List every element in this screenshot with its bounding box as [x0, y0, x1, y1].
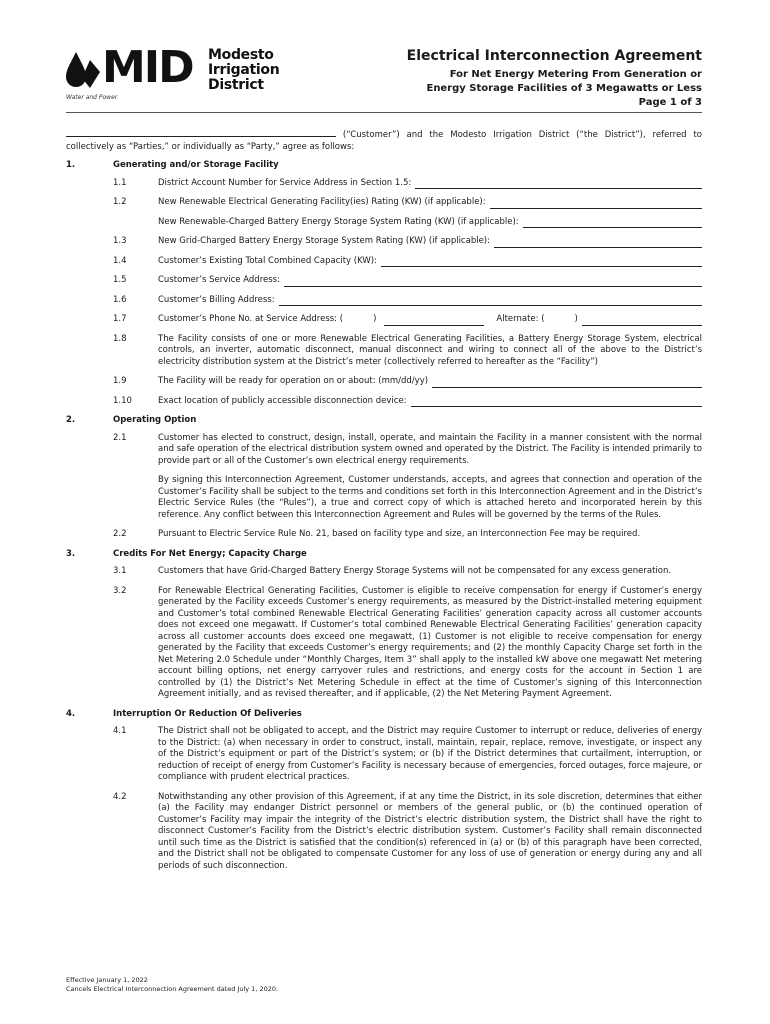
clause-4-2: [113, 792, 702, 873]
clause-row: [158, 256, 702, 268]
section-heading: [66, 709, 702, 721]
clause-text: Pursuant to Electric Service Rule No. 21, based on facility type and size, an Interconnection Fee may be required.: [158, 529, 641, 539]
clause-3-2: [113, 586, 702, 701]
ready-date-field[interactable]: [432, 378, 702, 388]
water-drop-icon: [66, 50, 100, 90]
logo-mark: MID: [102, 42, 193, 93]
clause-text: Customer’s Billing Address:: [158, 294, 275, 305]
clause-1-6: [113, 295, 702, 307]
account-number-field[interactable]: [415, 179, 702, 189]
paren: ): [574, 314, 578, 324]
mid-logo: [66, 42, 286, 102]
document-subtitle-1: For Net Energy Metering From Generation or: [449, 69, 702, 80]
logo-name-line: Irrigation: [208, 62, 280, 78]
header-title-block: [407, 48, 702, 108]
clause-number: 2.1: [113, 432, 127, 443]
clause-number: 1.3: [113, 236, 127, 246]
clause-text: Customer has elected to construct, design, install, operate, and maintain the Facility in a manner consistent with the normal and safe operation of the electrical distribution system owned and operated by the District. The Facility is intended primarily to provide part or all of the Customer’s own electrical energy requirements.: [158, 432, 702, 466]
clause-text: Customers that have Grid-Charged Battery Energy Storage Systems will not be compensated for any excess generation.: [158, 566, 672, 576]
clause-number: 1.4: [113, 255, 127, 266]
alternate-label: Alternate: (: [496, 314, 545, 324]
footer-effective-date: Effective January 1, 2022: [66, 976, 148, 984]
intro-paragraph: [66, 127, 702, 153]
section-number: 4.: [66, 708, 76, 719]
clause-2-2: [113, 529, 702, 541]
clause-row: [158, 376, 702, 388]
section-number: 3.: [66, 548, 76, 559]
clause-1-2: [113, 197, 702, 209]
clause-row: [158, 275, 702, 287]
clause-3-1: [113, 566, 702, 578]
alternate-phone-field[interactable]: [582, 316, 702, 326]
document-subtitle-2: Energy Storage Facilities of 3 Megawatts or Less: [426, 83, 702, 94]
clause-text: The Facility consists of one or more Renewable Electrical Generating Facilities, a Battery Energy Storage System, electrical controls, an inverter, automatic disconnect, manual disconnect and wiring to connect all of the above to the District’s electricity distribution system at the District’s meter (collectively referred to hereafter as the “Facility”): [158, 333, 702, 367]
clause-1-2b: [158, 217, 702, 229]
logo-name-line: District: [208, 77, 264, 93]
agreement-body: [66, 127, 702, 880]
footer-cancels-note: Cancels Electrical Interconnection Agreement dated July 1, 2020.: [66, 985, 279, 993]
clause-row: [158, 295, 702, 307]
clause-text: The Facility will be ready for operation on or about: (mm/dd/yy): [158, 376, 429, 386]
clause-number: 1.9: [113, 376, 127, 386]
section-number: 2.: [66, 415, 76, 425]
clause-number: 1.1: [113, 177, 127, 188]
page-number: Page 1 of 3: [638, 97, 702, 108]
intro-text-2: collectively as “Parties,” or individually as “Party,” agree as follows:: [66, 141, 355, 152]
intro-text-1: (“Customer”) and the Modesto Irrigation District (“the District”), referred to: [342, 130, 702, 140]
clause-text: New Grid-Charged Battery Energy Storage System Rating (KW) (if applicable):: [158, 236, 490, 246]
clause-number: 1.10: [113, 395, 132, 406]
section-title: Interruption Or Reduction Of Deliveries: [113, 708, 302, 719]
customer-name-field[interactable]: [66, 127, 336, 137]
clause-row: [158, 396, 702, 408]
clause-1-7: [113, 314, 702, 326]
existing-capacity-field[interactable]: [381, 257, 702, 267]
section-heading: [66, 549, 702, 561]
billing-address-field[interactable]: [279, 296, 702, 306]
section-title: Credits For Net Energy; Capacity Charge: [113, 548, 307, 559]
grid-storage-rating-field[interactable]: [494, 238, 702, 248]
page-footer: [66, 976, 278, 994]
clause-text: New Renewable Electrical Generating Facility(ies) Rating (KW) (if applicable):: [158, 197, 486, 207]
clause-row: [158, 236, 702, 248]
section-heading: [66, 160, 702, 172]
section-number: 1.: [66, 160, 76, 170]
service-address-field[interactable]: [284, 277, 702, 287]
phone-field[interactable]: [384, 316, 484, 326]
paren: ): [373, 314, 377, 324]
clause-4-1: [113, 726, 702, 784]
clause-number: 1.8: [113, 333, 127, 344]
clause-row: [158, 178, 702, 190]
clause-text: Exact location of publicly accessible disconnection device:: [158, 395, 407, 406]
clause-text: Customer’s Phone No. at Service Address: (: [158, 314, 344, 324]
disconnect-location-field[interactable]: [411, 397, 702, 407]
clause-2-1-paragraph: By signing this Interconnection Agreement, Customer understands, accepts, and agrees that connection and operation of the Customer’s Facility shall be subject to the terms and conditions set forth in this Interconnection Agreement and in the District’s Electric Service Rules (the “Rules”), a true and correct copy of which is attached hereto and incorporated herein by this reference. Any conflict between this Interconnection Agreement and Rules will be governed by the terms of the Rules.: [158, 475, 702, 520]
section-heading: [66, 415, 702, 427]
clause-number: 1.2: [113, 197, 127, 207]
clause-text: Notwithstanding any other provision of this Agreement, if at any time the District, in its sole discretion, determines that either (a) the Facility may endanger District personnel or members of the general public, or (b) the continued operation of Customer’s Facility may impair the integrity of the District’s electric distribution system, the District shall have the right to disconnect Customer’s Facility from the District’s electric distribution system. Customer’s Facility shall remain disconnected until such time as the District is satisfied that the condition(s) referenced in (a) or (b) of this paragraph have been corrected, and the District shall not be obligated to compensate Customer for any loss of use of generation or energy during any and all periods of such disconnection.: [158, 791, 702, 871]
clause-2-1: [113, 433, 702, 468]
clause-1-5: [113, 275, 702, 287]
clause-1-9: [113, 376, 702, 388]
clause-number: 1.7: [113, 314, 127, 324]
clause-1-1: [113, 178, 702, 190]
clause-text: Customer’s Service Address:: [158, 275, 280, 285]
generating-rating-field[interactable]: [490, 199, 702, 209]
clause-text: District Account Number for Service Address in Section 1.5:: [158, 177, 412, 188]
clause-1-8: [113, 334, 702, 369]
clause-1-3: [113, 236, 702, 248]
clause-text: The District shall not be obligated to accept, and the District may require Customer to interrupt or reduce, deliveries of energy to the District: (a) when necessary in order to construct, install, maintain, repair, replace, remove, investigate, or inspect any of the District’s equipment or part of the District’s system; or (b) if the District determines that curtailment, interruption, or reduction of receipt of energy from Customer’s Facility is necessary because of emergencies, forced outages, force majeure, or compliance with prudent electrical practices.: [158, 726, 702, 782]
clause-number: 1.5: [113, 275, 127, 285]
logo-name-line: Modesto: [208, 47, 274, 63]
clause-number: 3.2: [113, 585, 127, 596]
section-title: Operating Option: [113, 415, 197, 425]
clause-text: Customer’s Existing Total Combined Capacity (KW):: [158, 255, 377, 266]
clause-row: [158, 197, 702, 209]
clause-row: [158, 314, 702, 326]
clause-number: 3.1: [113, 566, 127, 576]
clause-text: For Renewable Electrical Generating Facilities, Customer is eligible to receive compensation for energy if Customer’s energy generated by the Facility exceeds Customer’s energy requirements, as measured by the District-installed metering equipment and Customer’s total combined Renewable Electrical Generating Facilities’ generation capacity across all customer accounts does not exceed one megawatt. If Customer’s total combined Renewable Electrical Generating Facilities’ generation capacity across all customer accounts does exceed one megawatt, (1) Customer is not eligible to receive compensation for energy generated by the Facility that exceeds Customer’s energy requirements; and (2) the monthly Capacity Charge set forth in the Net Metering 2.0 Schedule under “Monthly Charges, Item 3” shall apply to the installed kW above one megawatt Net metering account billing options, net energy carryover rules and restrictions, and energy costs for the account in Section 1 are controlled by (1) the District’s Net Metering Schedule in effect at the time of Customer’s signing of this Interconnection Agreement initially, and as revised thereafter, and if applicable, (2) the Net Metering Payment Agreement.: [158, 585, 702, 699]
header-divider: [66, 112, 702, 113]
document-title: Electrical Interconnection Agreement: [406, 48, 702, 64]
clause-number: 2.2: [113, 529, 127, 539]
storage-rating-field[interactable]: [523, 218, 702, 228]
clause-number: 4.1: [113, 726, 127, 736]
clause-1-4: [113, 256, 702, 268]
clause-text: New Renewable-Charged Battery Energy Storage System Rating (KW) (if applicable):: [158, 216, 519, 227]
logo-name: [208, 48, 279, 93]
clause-1-10: [113, 396, 702, 408]
clause-number: 4.2: [113, 791, 127, 802]
clause-number: 1.6: [113, 294, 127, 305]
logo-tagline: Water and Power: [66, 94, 118, 101]
section-title: Generating and/or Storage Facility: [113, 160, 279, 170]
